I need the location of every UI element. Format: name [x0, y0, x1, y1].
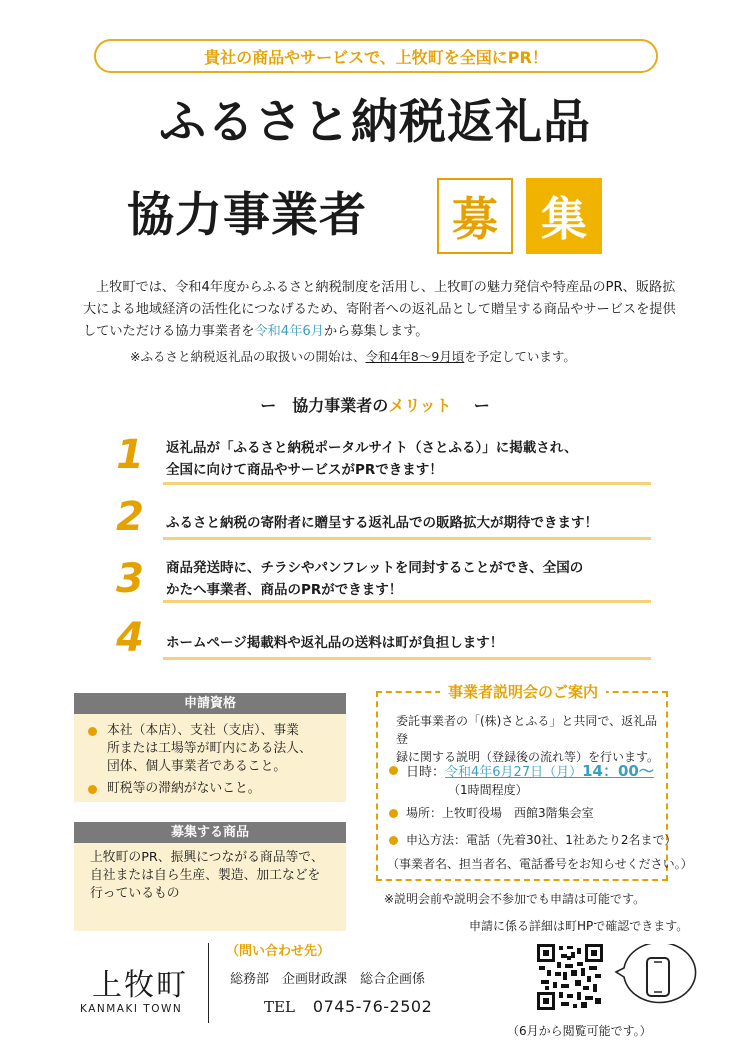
- products-panel: [74, 822, 346, 931]
- merit-item-2: [166, 512, 598, 534]
- eligibility-item-2: [88, 780, 336, 798]
- bullet-dot: [88, 727, 97, 736]
- date-value: 令和4年6月27日（月）: [445, 765, 583, 780]
- page-title-line1: ふるさと納税返礼品: [159, 95, 591, 150]
- eligibility-1-line3: 団体、個人事業者であること。: [107, 759, 287, 774]
- products-body: [74, 843, 346, 931]
- merit-number-2: 2: [116, 494, 144, 540]
- briefing-desc: [396, 712, 662, 766]
- qr-code[interactable]: [537, 944, 603, 1010]
- briefing-date: [389, 760, 654, 781]
- merit-heading-prefix: ー 協力事業者の: [260, 396, 389, 415]
- merit-heading-suffix: ー: [473, 396, 490, 415]
- merit-heading: [0, 393, 750, 416]
- note-suffix: を予定しています。: [464, 349, 576, 364]
- title-box-filled: 集: [526, 178, 602, 254]
- briefing-apply-note: （事業者名、担当者名、電話番号をお知らせください。）: [387, 857, 693, 871]
- eligibility-panel: [74, 693, 346, 802]
- briefing-duration: （1時間程度）: [448, 783, 528, 797]
- eligibility-heading: 申請資格: [74, 693, 346, 714]
- tel-label: TEL: [264, 998, 295, 1016]
- bullet-dot: [88, 785, 97, 794]
- date-label: 日時：: [406, 765, 446, 780]
- briefing-heading: 事業者説明会のご案内: [440, 681, 606, 702]
- bullet-dot: [389, 836, 398, 845]
- note-prefix: ※ふるさと納税返礼品の取扱いの開始は、: [130, 349, 366, 364]
- products-line3: 行っているもの: [90, 886, 180, 901]
- bullet-dot: [389, 809, 398, 818]
- bullet-dot: [389, 766, 398, 775]
- intro-highlight-date: 令和4年6月: [254, 324, 324, 339]
- town-name: 上牧町: [92, 968, 188, 1003]
- qr-note: （6月から閲覧可能です。）: [507, 1024, 652, 1038]
- merit-heading-accent: メリット: [388, 396, 452, 415]
- merit-item-4: [166, 632, 503, 654]
- merit-number-3: 3: [116, 556, 144, 602]
- catch-banner: [94, 39, 658, 73]
- merit-2-line1: ふるさと納税の寄附者に贈呈する返礼品での販路拡大が期待できます！: [166, 515, 598, 531]
- briefing-apply: [389, 831, 677, 849]
- merit-item-1: [166, 437, 578, 481]
- merit-4-line1: ホームページ掲載料や返礼品の送料は町が負担します！: [166, 635, 504, 651]
- intro-paragraph: [83, 277, 683, 343]
- products-line1: 上牧町のPR、振興につながる商品等で、: [90, 850, 324, 865]
- merit-1-line1: 返礼品が「ふるさと納税ポータルサイト（さとふる）」に掲載され、: [166, 440, 578, 456]
- contact-dept: 総務部 企画財政課 総合企画係: [230, 972, 426, 987]
- apply-label: 申込方法：: [406, 833, 467, 847]
- eligibility-body: [74, 714, 346, 802]
- contact-tel: [264, 997, 432, 1016]
- place-label: 場所：: [406, 806, 443, 820]
- merit-item-3: [166, 557, 583, 601]
- eligibility-1-line1: 本社（本店）、支社（支店）、事業: [107, 723, 299, 738]
- briefing-desc-line1: 委託事業者の「(株)さとふる」と共同で、返礼品登: [396, 714, 658, 746]
- intro-text-end: から募集します。: [323, 324, 429, 339]
- merit-underline-3: [163, 600, 651, 603]
- smartphone-icon: [614, 944, 699, 1010]
- briefing-place: [389, 804, 594, 822]
- intro-text: 上牧町では、令和4年度からふるさと納税制度を活用し、上牧町の魅力発信や特産品のPR、販路拡大による地域経済の活性化につなげるため、寄附者への返礼品として贈呈する商品やサービスを提供していただける協力事業者を: [83, 280, 676, 339]
- merit-number-4: 4: [116, 615, 144, 661]
- briefing-note: ※説明会前や説明会不参加でも申請は可能です。: [384, 892, 646, 906]
- tel-number: 0745-76-2502: [312, 997, 433, 1016]
- merit-1-line2: 全国に向けて商品やサービスがPRできます！: [166, 462, 443, 478]
- products-heading: 募集する商品: [74, 822, 346, 843]
- title-box-outline: 募: [437, 178, 513, 254]
- town-roman: KANMAKI TOWN: [80, 1003, 183, 1015]
- merit-underline-1: [163, 482, 651, 485]
- page-title-line2: 協力事業者: [127, 188, 367, 243]
- merit-3-line1: 商品発送時に、チラシやパンフレットを同封することができ、全国の: [166, 560, 584, 576]
- time-value: 14：00～: [582, 762, 654, 780]
- merit-number-1: 1: [116, 432, 144, 478]
- products-line2: 自社または自ら生産、製造、加工などを: [90, 868, 321, 883]
- merit-underline-2: [163, 537, 651, 540]
- catch-text: 貴社の商品やサービスで、上牧町を全国にPR！: [204, 47, 548, 67]
- apply-value: 電話（先着30社、1社あたり2名まで）: [466, 833, 677, 847]
- detail-note: 申請に係る詳細は町HPで確認できます。: [469, 919, 689, 933]
- merit-underline-4: [163, 657, 651, 660]
- contact-label: （問い合わせ先）: [226, 944, 331, 959]
- eligibility-2-line1: 町税等の滞納がないこと。: [107, 781, 261, 796]
- footer-divider: [208, 943, 209, 1023]
- merit-3-line2: かたへ事業者、商品のPRができます！: [166, 582, 403, 598]
- briefing-desc-line2: 録に関する説明（登録後の流れ等）を行います。: [396, 750, 660, 764]
- place-value: 上牧町役場 西館3階集会室: [442, 806, 594, 820]
- start-note: [130, 347, 576, 365]
- eligibility-item-1: [88, 722, 336, 776]
- eligibility-1-line2: 所または工場等が町内にある法人、: [107, 741, 312, 756]
- note-period: 令和4年8～9月頃: [365, 349, 465, 364]
